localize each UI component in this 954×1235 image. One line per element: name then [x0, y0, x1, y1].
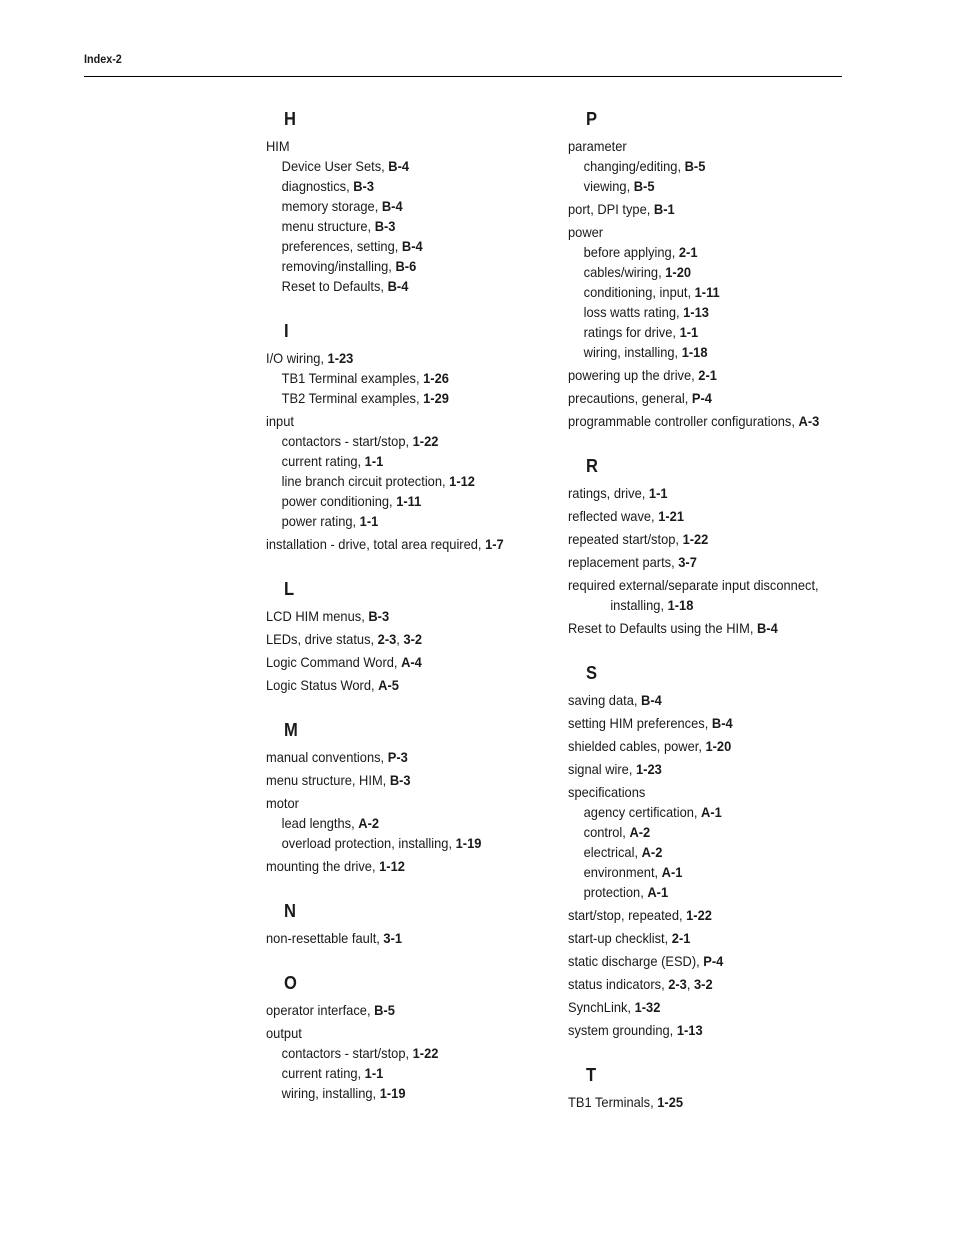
- entry-term: [568, 974, 844, 994]
- index-subentry: [266, 833, 542, 853]
- section-letter-heading: L: [284, 579, 295, 599]
- page-reference-link[interactable]: B-4: [401, 238, 423, 254]
- entry-text: motor: [266, 795, 299, 811]
- index-entry: [568, 199, 844, 219]
- entry-term: [568, 759, 844, 779]
- index-entry: [568, 222, 844, 362]
- entry-term: [568, 199, 844, 219]
- index-entry: [266, 136, 542, 296]
- entry-text: LCD HIM menus,: [266, 608, 369, 624]
- entry-text: repeated start/stop,: [568, 531, 683, 547]
- index-subentry: [568, 882, 844, 902]
- entry-text: I/O wiring,: [266, 350, 328, 366]
- page-reference-link[interactable]: 1-23: [636, 761, 662, 777]
- index-entry: [568, 552, 844, 572]
- entry-term: [568, 997, 844, 1017]
- index-subentry: [266, 176, 542, 196]
- entry-text: system grounding,: [568, 1022, 677, 1038]
- index-section: [568, 455, 868, 638]
- index-entry: [266, 629, 542, 649]
- index-subentry: [266, 276, 542, 296]
- page-reference-link[interactable]: 1-22: [682, 531, 709, 547]
- page-reference-link[interactable]: B-4: [387, 278, 409, 294]
- entry-term: [266, 136, 542, 156]
- subentry-text: agency certification,: [583, 804, 702, 820]
- entry-term: [568, 690, 844, 710]
- entry-text: start/stop, repeated,: [568, 907, 687, 923]
- index-subentry: [568, 862, 844, 882]
- index-subentry: [568, 822, 844, 842]
- entry-text: static discharge (ESD),: [568, 953, 704, 969]
- page-reference-link[interactable]: B-4: [381, 198, 403, 214]
- page-reference-link[interactable]: A-1: [661, 864, 683, 880]
- entry-text: SynchLink,: [568, 999, 635, 1015]
- entry-term: [266, 1023, 542, 1043]
- page-reference-link[interactable]: 1-19: [455, 835, 482, 851]
- page-reference-link[interactable]: 1-26: [423, 370, 449, 386]
- page-reference-link[interactable]: A-2: [641, 844, 663, 860]
- page-reference-link[interactable]: B-3: [353, 178, 374, 194]
- index-section: [568, 108, 868, 431]
- index-subentry: [266, 431, 542, 451]
- index-column-right: [568, 108, 868, 1112]
- index-subentry: [266, 156, 542, 176]
- subentry-text: changing/editing,: [583, 158, 685, 174]
- page-reference-link[interactable]: 1-22: [412, 1045, 439, 1061]
- page-reference-link[interactable]: B-3: [389, 772, 411, 788]
- entry-term: [266, 534, 542, 554]
- page-reference-link[interactable]: 3-1: [383, 930, 403, 946]
- page-reference-link[interactable]: 1-22: [412, 433, 439, 449]
- page-reference-link[interactable]: 3-2: [693, 976, 713, 992]
- subentry-text: current rating,: [281, 453, 365, 469]
- page-reference-link[interactable]: 1-1: [359, 513, 379, 529]
- page-reference-link[interactable]: A-1: [701, 804, 722, 820]
- page-reference-link[interactable]: 2-1: [698, 367, 717, 383]
- index-entry: [568, 736, 844, 756]
- index-subentry: [568, 262, 844, 282]
- entry-text: non-resettable fault,: [266, 930, 384, 946]
- page-reference-link[interactable]: 1-1: [648, 485, 668, 501]
- page-reference-link[interactable]: B-4: [711, 715, 733, 731]
- entry-term: [568, 905, 844, 925]
- index-column-left: [266, 108, 566, 1103]
- page-reference-link[interactable]: 1-20: [705, 738, 732, 754]
- page-reference-link[interactable]: A-4: [401, 654, 422, 670]
- page-reference-link[interactable]: 1-25: [657, 1094, 684, 1110]
- subentry-text: cables/wiring,: [583, 264, 666, 280]
- page-reference-link[interactable]: 1-29: [423, 390, 449, 406]
- index-entry: [568, 483, 844, 503]
- page-label: Index-2: [84, 52, 122, 66]
- entry-term: [266, 348, 542, 368]
- index-entry: [266, 1000, 542, 1020]
- entry-term: [568, 951, 844, 971]
- entry-text: ratings, drive,: [568, 485, 649, 501]
- page-reference-link[interactable]: A-1: [647, 884, 669, 900]
- entry-text: Reset to Defaults using the HIM,: [568, 620, 758, 636]
- page-reference-link[interactable]: 2-3: [377, 631, 397, 647]
- page-reference-link[interactable]: 1-12: [449, 473, 475, 489]
- index-entry: [266, 652, 542, 672]
- index-entry: [266, 747, 542, 767]
- subentry-text: electrical,: [583, 844, 642, 860]
- entry-text: manual conventions,: [266, 749, 388, 765]
- entry-text: port, DPI type,: [568, 201, 654, 217]
- subentry-text: Device User Sets,: [281, 158, 389, 174]
- subentry-text: contactors - start/stop,: [281, 1045, 413, 1061]
- section-letter-heading: O: [284, 973, 297, 993]
- subentry-text: diagnostics,: [281, 178, 354, 194]
- index-entry: [568, 951, 844, 971]
- page-reference-link[interactable]: B-6: [395, 258, 417, 274]
- index-entry: [568, 411, 844, 431]
- index-entry: [568, 713, 844, 733]
- entry-text: parameter: [568, 138, 627, 154]
- entry-term: [266, 629, 542, 649]
- page-reference-link[interactable]: B-3: [368, 608, 390, 624]
- index-entry: [568, 365, 844, 385]
- page-reference-link[interactable]: B-5: [684, 158, 706, 174]
- index-subentry: [568, 242, 844, 262]
- index-entry: [266, 606, 542, 626]
- entry-term: [568, 928, 844, 948]
- index-entry: [568, 690, 844, 710]
- index-section: [266, 578, 566, 695]
- index-section: [266, 719, 566, 876]
- index-subentry: [568, 842, 844, 862]
- entry-text: operator interface,: [266, 1002, 375, 1018]
- entry-term: [266, 411, 542, 431]
- index-entry: [568, 388, 844, 408]
- subentry-text: TB1 Terminal examples,: [281, 370, 424, 386]
- section-letter-heading: P: [586, 109, 598, 129]
- entry-text: start-up checklist,: [568, 930, 672, 946]
- page-reference-link[interactable]: P-4: [703, 953, 724, 969]
- entry-text: output: [266, 1025, 302, 1041]
- entry-term: [568, 736, 844, 756]
- entry-text: power: [568, 224, 604, 240]
- index-subentry: [266, 1043, 542, 1063]
- subentry-text: wiring, installing,: [281, 1085, 380, 1101]
- entry-text: installing,: [610, 597, 668, 613]
- index-entry: [568, 759, 844, 779]
- page-reference-link[interactable]: B-3: [374, 218, 396, 234]
- page-reference-link[interactable]: 1-13: [676, 1022, 703, 1038]
- index-subentry: [266, 388, 542, 408]
- index-entry: [266, 534, 542, 554]
- subentry-text: overload protection, installing,: [281, 835, 456, 851]
- section-letter-heading: R: [586, 456, 598, 476]
- index-entry: [266, 675, 542, 695]
- page-reference-link[interactable]: B-1: [653, 201, 675, 217]
- index-section: [266, 320, 566, 554]
- index-subentry: [266, 451, 542, 471]
- subentry-text: control,: [583, 824, 630, 840]
- page-reference-link[interactable]: 1-21: [658, 508, 685, 524]
- index-entry: [568, 905, 844, 925]
- index-entry: [266, 770, 542, 790]
- index-subentry: [568, 176, 844, 196]
- page-reference-link[interactable]: P-3: [387, 749, 408, 765]
- page-reference-link[interactable]: 3-7: [678, 554, 697, 570]
- entry-term: [266, 747, 542, 767]
- entry-term: [568, 1020, 844, 1040]
- subentry-text: wiring, installing,: [583, 344, 682, 360]
- subentry-text: before applying,: [583, 244, 679, 260]
- index-section: [266, 108, 566, 296]
- entry-term: [568, 388, 844, 408]
- entry-text: reflected wave,: [568, 508, 659, 524]
- entry-text: shielded cables, power,: [568, 738, 706, 754]
- index-subentry: [266, 256, 542, 276]
- page-reference-link[interactable]: B-4: [757, 620, 778, 636]
- entry-term: [266, 928, 542, 948]
- section-letter-heading: N: [284, 901, 296, 921]
- index-section: [266, 900, 566, 948]
- entry-text: programmable controller configurations,: [568, 413, 799, 429]
- page-reference-link[interactable]: 1-13: [683, 304, 709, 320]
- entry-text: powering up the drive,: [568, 367, 699, 383]
- entry-text: saving data,: [568, 692, 642, 708]
- page-reference-link[interactable]: 1-32: [634, 999, 661, 1015]
- entry-text: input: [266, 413, 294, 429]
- index-entry: [568, 618, 844, 638]
- subentry-text: protection,: [583, 884, 648, 900]
- index-entry: [568, 974, 844, 994]
- index-entry: [266, 411, 542, 531]
- page-reference-link[interactable]: 1-7: [485, 536, 504, 552]
- index-subentry: [568, 322, 844, 342]
- index-subentry: [266, 196, 542, 216]
- index-subentry: [266, 368, 542, 388]
- page-reference-link[interactable]: 1-1: [679, 324, 699, 340]
- page-reference-link[interactable]: 1-19: [379, 1085, 406, 1101]
- entry-term: [266, 793, 542, 813]
- subentry-text: loss watts rating,: [583, 304, 684, 320]
- page-reference-link[interactable]: 1-11: [396, 493, 422, 509]
- entry-text: LEDs, drive status,: [266, 631, 378, 647]
- entry-term: [568, 618, 844, 638]
- page-reference-link[interactable]: B-5: [374, 1002, 395, 1018]
- index-subentry: [266, 1083, 542, 1103]
- page-reference-link[interactable]: 2-3: [668, 976, 687, 992]
- entry-term: [568, 506, 844, 526]
- entry-term: [568, 782, 844, 802]
- index-entry: [568, 782, 844, 902]
- section-letter-heading: H: [284, 109, 296, 129]
- index-subentry: [266, 236, 542, 256]
- page-reference-link[interactable]: 1-20: [665, 264, 692, 280]
- subentry-text: menu structure,: [281, 218, 375, 234]
- entry-text: HIM: [266, 138, 290, 154]
- subentry-text: memory storage,: [281, 198, 382, 214]
- index-section: [266, 972, 566, 1103]
- entry-term: [266, 652, 542, 672]
- entry-term: [568, 411, 844, 431]
- subentry-text: line branch circuit protection,: [281, 473, 450, 489]
- index-section: [568, 662, 868, 1040]
- entry-term: [568, 575, 844, 595]
- page-reference-link[interactable]: B-5: [633, 178, 655, 194]
- index-subentry: [568, 302, 844, 322]
- subentry-text: contactors - start/stop,: [281, 433, 413, 449]
- page-reference-link[interactable]: B-4: [641, 692, 662, 708]
- index-entry: [568, 506, 844, 526]
- index-entry: [568, 997, 844, 1017]
- entry-text: signal wire,: [568, 761, 637, 777]
- page-reference-link[interactable]: A-5: [378, 677, 399, 693]
- page-reference-link[interactable]: 3-2: [403, 631, 423, 647]
- entry-text: TB1 Terminals,: [568, 1094, 658, 1110]
- entry-text: menu structure, HIM,: [266, 772, 390, 788]
- index-section: [568, 1064, 868, 1112]
- subentry-text: preferences, setting,: [281, 238, 402, 254]
- entry-term: [568, 713, 844, 733]
- page-reference-link[interactable]: 1-18: [681, 344, 708, 360]
- page-header: [84, 52, 842, 77]
- entry-term: [568, 136, 844, 156]
- page-reference-link[interactable]: 1-1: [364, 1065, 384, 1081]
- index-entry: [266, 856, 542, 876]
- page-reference-link[interactable]: 1-11: [694, 284, 720, 300]
- subentry-text: current rating,: [281, 1065, 365, 1081]
- entry-term: [568, 529, 844, 549]
- entry-text: installation - drive, total area required,: [266, 536, 486, 552]
- index-entry: [266, 928, 542, 948]
- entry-term: [568, 365, 844, 385]
- entry-term: [568, 483, 844, 503]
- page-reference-link[interactable]: P-4: [691, 390, 712, 406]
- entry-text: replacement parts,: [568, 554, 679, 570]
- subentry-text: environment,: [583, 864, 662, 880]
- page-reference-link[interactable]: 1-18: [667, 597, 694, 613]
- entry-text: setting HIM preferences,: [568, 715, 712, 731]
- entry-term: [266, 606, 542, 626]
- entry-text: specifications: [568, 784, 646, 800]
- index-subentry: [266, 511, 542, 531]
- index-subentry: [266, 216, 542, 236]
- index-subentry: [568, 802, 844, 822]
- page-reference-link[interactable]: 1-1: [364, 453, 384, 469]
- subentry-text: removing/installing,: [281, 258, 396, 274]
- index-entry: [568, 1092, 844, 1112]
- entry-continuation: [568, 595, 844, 615]
- entry-text: precautions, general,: [568, 390, 692, 406]
- index-subentry: [568, 156, 844, 176]
- entry-term: [568, 552, 844, 572]
- index-subentry: [266, 1063, 542, 1083]
- subentry-text: viewing,: [583, 178, 634, 194]
- index-subentry: [266, 813, 542, 833]
- index-subentry: [266, 491, 542, 511]
- entry-text: required external/separate input disconnect,: [568, 577, 819, 593]
- page-reference-link[interactable]: 1-12: [379, 858, 405, 874]
- entry-term: [568, 1092, 844, 1112]
- page-reference-link[interactable]: A-3: [798, 413, 820, 429]
- entry-term: [266, 856, 542, 876]
- ref-separator: ,: [396, 631, 404, 647]
- page-reference-link[interactable]: 2-1: [671, 930, 691, 946]
- index-subentry: [568, 282, 844, 302]
- index-entry: [568, 928, 844, 948]
- index-subentry: [266, 471, 542, 491]
- section-letter-heading: S: [586, 663, 598, 683]
- subentry-text: power conditioning,: [281, 493, 397, 509]
- page-reference-link[interactable]: A-2: [629, 824, 651, 840]
- page-reference-link[interactable]: A-2: [358, 815, 380, 831]
- entry-text: mounting the drive,: [266, 858, 380, 874]
- entry-text: status indicators,: [568, 976, 669, 992]
- entry-term: [266, 770, 542, 790]
- index-entry: [568, 136, 844, 196]
- ref-separator: ,: [686, 976, 694, 992]
- subentry-text: power rating,: [281, 513, 360, 529]
- index-entry: [568, 529, 844, 549]
- entry-text: Logic Command Word,: [266, 654, 402, 670]
- entry-text: Logic Status Word,: [266, 677, 379, 693]
- section-letter-heading: T: [586, 1065, 597, 1085]
- entry-term: [568, 222, 844, 242]
- entry-term: [266, 675, 542, 695]
- index-entry: [266, 1023, 542, 1103]
- index-entry: [568, 1020, 844, 1040]
- page-reference-link[interactable]: 1-22: [686, 907, 712, 923]
- subentry-text: Reset to Defaults,: [281, 278, 388, 294]
- index-entry: [568, 575, 844, 615]
- page-reference-link[interactable]: B-4: [388, 158, 410, 174]
- page-reference-link[interactable]: 2-1: [678, 244, 698, 260]
- subentry-text: TB2 Terminal examples,: [281, 390, 424, 406]
- page-reference-link[interactable]: 1-23: [327, 350, 354, 366]
- index-subentry: [568, 342, 844, 362]
- section-letter-heading: I: [284, 321, 289, 341]
- subentry-text: lead lengths,: [281, 815, 359, 831]
- subentry-text: ratings for drive,: [583, 324, 680, 340]
- entry-term: [266, 1000, 542, 1020]
- subentry-text: conditioning, input,: [583, 284, 695, 300]
- index-entry: [266, 348, 542, 408]
- section-letter-heading: M: [284, 720, 298, 740]
- index-entry: [266, 793, 542, 853]
